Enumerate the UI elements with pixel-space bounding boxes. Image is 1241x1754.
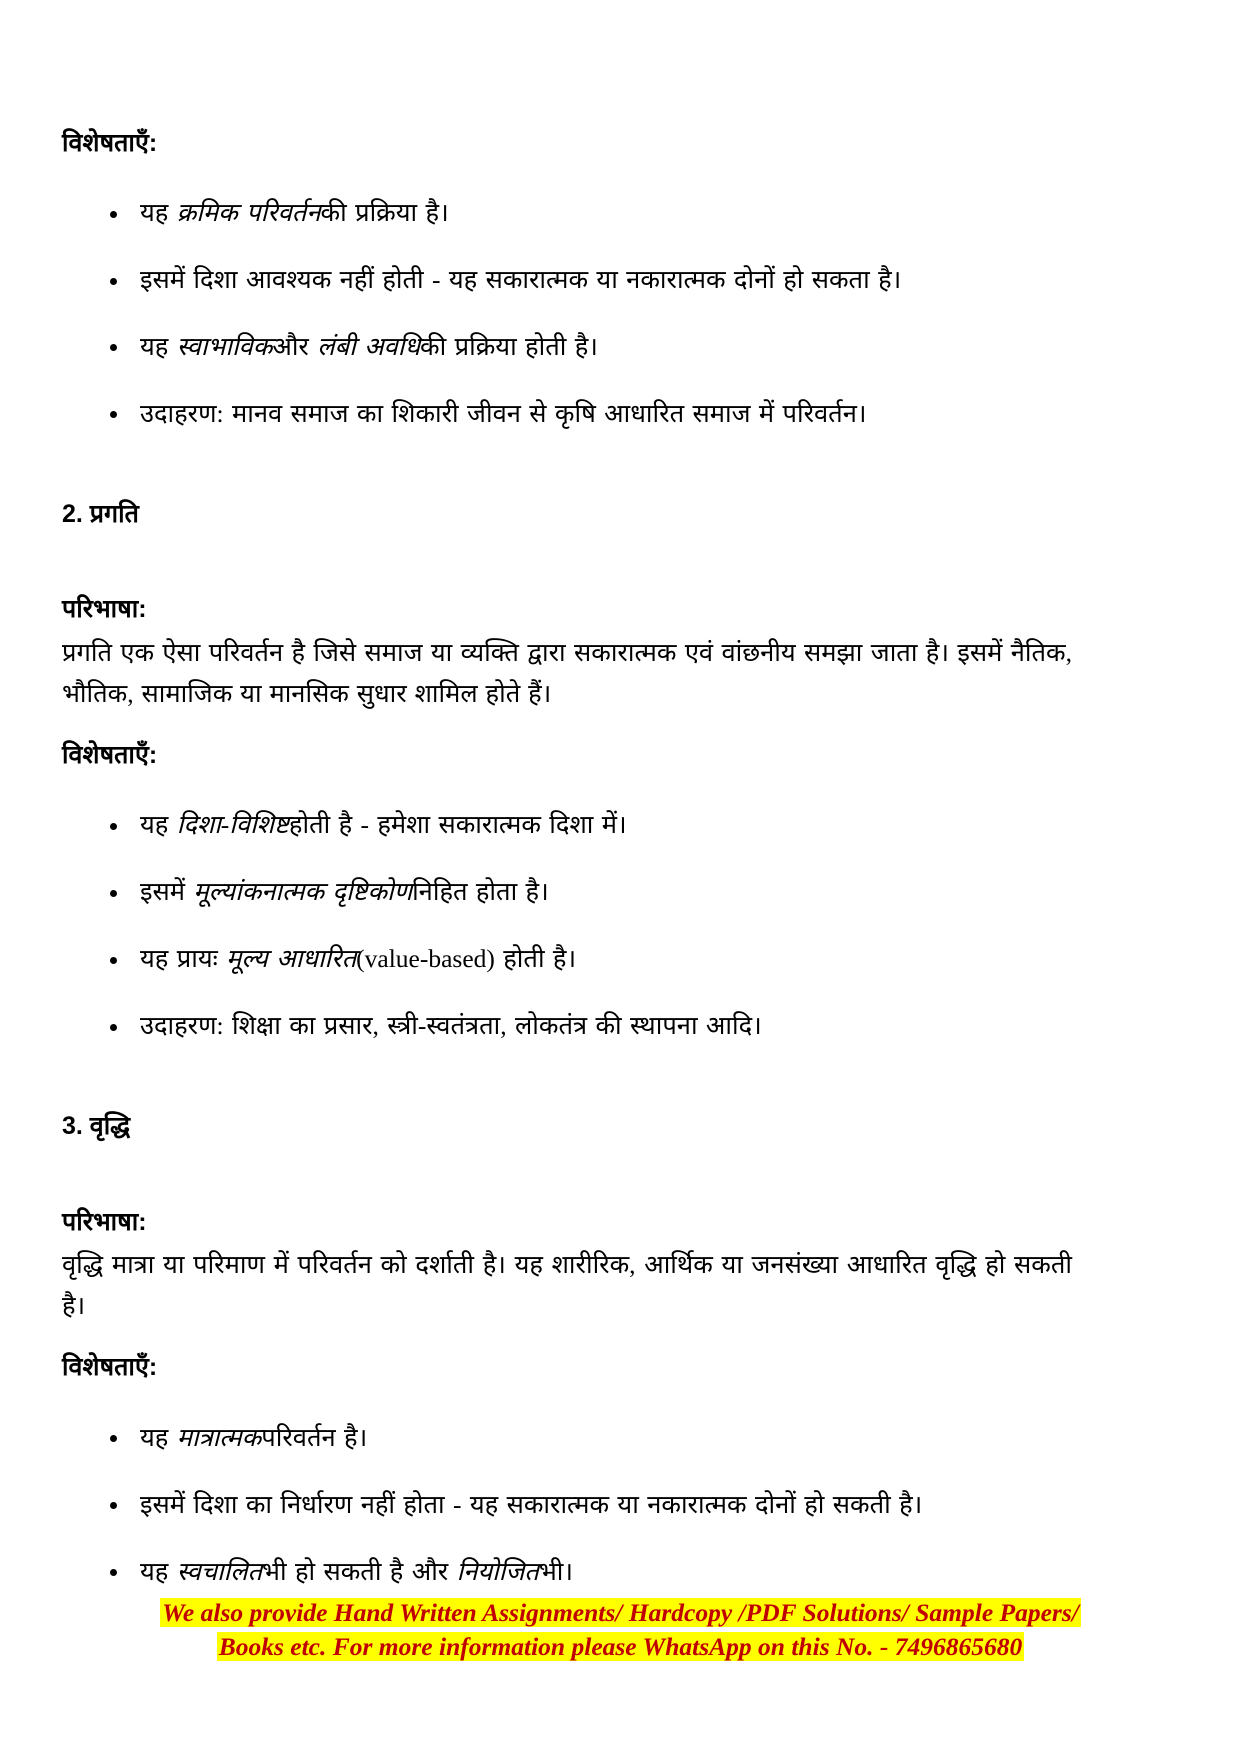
- section-heading-growth: 3. वृद्धि: [62, 1112, 131, 1141]
- bullet-icon: [110, 344, 117, 351]
- list-item: [62, 396, 1072, 433]
- list-item-text-pre: यह: [140, 1422, 177, 1452]
- list-item-text-post: भी।: [538, 1556, 574, 1586]
- bullet-icon: [110, 278, 117, 285]
- bullet-icon: [110, 1435, 117, 1442]
- list-item-text-post: की प्रक्रिया है।: [320, 198, 449, 228]
- list-item-text-pre: उदाहरण: मानव समाज का शिकारी जीवन से कृषि आधारित समाज में परिवर्तन।: [140, 399, 867, 429]
- bullet-icon: [110, 1502, 117, 1509]
- list-item-text-italic: मूल्यांकनात्मक दृष्टिकोण: [193, 877, 413, 907]
- list-item-text-pre: इसमें दिशा आवश्यक नहीं होती - यह सकारात्मक या नकारात्मक दोनों हो सकता है।: [140, 265, 902, 295]
- list-item-text-italic: स्वचालित: [176, 1556, 263, 1586]
- features-label-section-two: विशेषताएँ:: [62, 741, 158, 770]
- list-item: [62, 195, 1072, 232]
- promo-footer-banner: [62, 1596, 1179, 1664]
- promo-footer-line-1-text: We also provide Hand Written Assignments/ Hardcopy /PDF Solutions/ Sample Papers/: [162, 1597, 1079, 1627]
- list-item-text-post: होती है - हमेशा सकारात्मक दिशा में।: [288, 810, 627, 840]
- document-content: [62, 128, 1072, 1591]
- bullet-icon: [110, 957, 117, 964]
- bullet-icon: [110, 1569, 117, 1576]
- list-item-text-italic: दिशा-विशिष्ट: [176, 810, 289, 840]
- list-item-text-pre: इसमें: [140, 877, 194, 907]
- definition-paragraph-section-three: वृद्धि मात्रा या परिमाण में परिवर्तन को दर्शाती है। यह शारीरिक, आर्थिक या जनसंख्या आधारित वृद्धि हो सकती है।: [62, 1249, 1072, 1321]
- list-item-text-italic: मात्रात्मक: [176, 1422, 262, 1452]
- list-item: [62, 874, 1072, 911]
- list-item-text-pre: यह: [140, 332, 177, 362]
- definition-label-section-three: परिभाषा:: [62, 1207, 147, 1236]
- promo-footer-line-1: [62, 1596, 1179, 1630]
- list-item: [62, 941, 1072, 978]
- list-item-text-mid: और: [272, 332, 318, 362]
- list-item-text-post: परिवर्तन है।: [261, 1422, 368, 1452]
- bullet-icon: [110, 890, 117, 897]
- list-item: [62, 807, 1072, 844]
- list-item-text-pre: इसमें दिशा का निर्धारण नहीं होता - यह सकारात्मक या नकारात्मक दोनों हो सकती है।: [140, 1489, 923, 1519]
- list-item: [62, 1420, 1072, 1457]
- features-label-section-one: विशेषताएँ:: [62, 129, 158, 157]
- list-item-text-post: की प्रक्रिया होती है।: [420, 332, 598, 362]
- list-item-text-post: निहित होता है।: [412, 877, 549, 907]
- list-item: [62, 1554, 1072, 1591]
- list-item-text-post: (value-based) होती है।: [356, 944, 577, 974]
- list-item: [62, 1008, 1072, 1045]
- features-list-section-one: [62, 195, 1072, 433]
- bullet-icon: [110, 411, 117, 418]
- list-item: [62, 262, 1072, 299]
- list-item-text-pre: यह: [140, 1556, 177, 1586]
- definition-label-section-two: परिभाषा:: [62, 595, 147, 624]
- list-item-text-italic: क्रमिक परिवर्तन: [176, 198, 321, 228]
- list-item-text-pre: यह प्रायः: [140, 944, 227, 974]
- features-label-section-three: विशेषताएँ:: [62, 1353, 158, 1382]
- features-list-section-three: [62, 1420, 1072, 1591]
- promo-footer-line-2-text: Books etc. For more information please WhatsApp on this No. - 7496865680: [218, 1631, 1023, 1661]
- list-item-text-pre: यह: [140, 810, 177, 840]
- list-item-text-pre: यह: [140, 198, 177, 228]
- definition-paragraph-section-two: प्रगति एक ऐसा परिवर्तन है जिसे समाज या व्यक्ति द्वारा सकारात्मक एवं वांछनीय समझा जाता है। इसमें नैतिक, भौतिक, सामाजिक या मानसिक सुधार शामिल होते हैं।: [62, 637, 1072, 708]
- bullet-icon: [110, 1024, 117, 1031]
- section-heading-progress: 2. प्रगति: [62, 500, 139, 529]
- list-item-text-pre: उदाहरण: शिक्षा का प्रसार, स्त्री-स्वतंत्रता, लोकतंत्र की स्थापना आदि।: [140, 1011, 762, 1041]
- bullet-icon: [110, 823, 117, 830]
- promo-footer-line-2: [62, 1630, 1179, 1664]
- list-item-text-italic-2: लंबी अवधि: [317, 332, 421, 362]
- list-item-text-italic: मूल्य आधारित: [226, 944, 357, 974]
- list-item-text-mid: भी हो सकती है और: [262, 1556, 457, 1586]
- list-item: [62, 1487, 1072, 1524]
- bullet-icon: [110, 211, 117, 218]
- list-item: [62, 329, 1072, 366]
- list-item-text-italic: स्वाभाविक: [176, 332, 273, 362]
- list-item-text-italic-2: नियोजित: [456, 1556, 539, 1586]
- features-list-section-two: [62, 807, 1072, 1045]
